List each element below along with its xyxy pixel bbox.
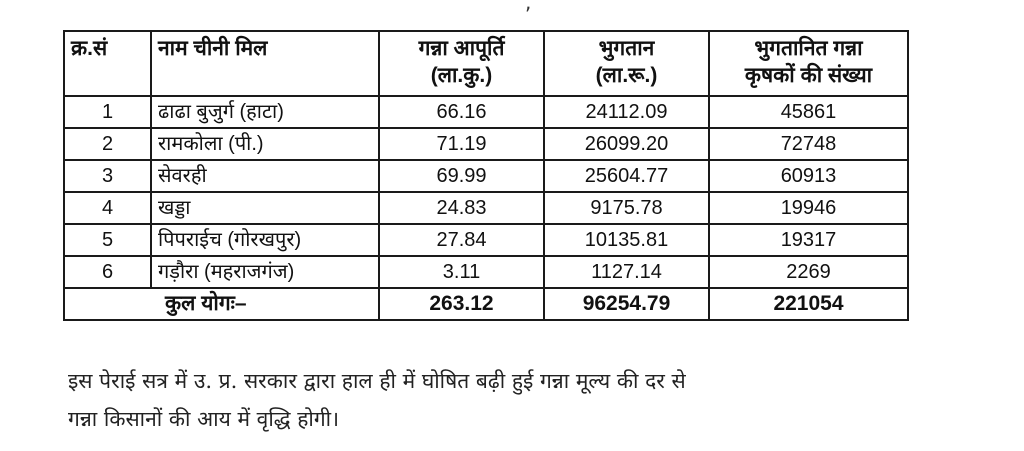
table-row <box>64 256 908 288</box>
cell-supply: 27.84 <box>379 224 544 256</box>
cell-sn: 2 <box>64 128 151 160</box>
table-row <box>64 192 908 224</box>
note-line-1: इस पेराई सत्र में उ. प्र. सरकार द्वारा हाल ही में घोषित बढ़ी हुई गन्ना मूल्य की दर से <box>68 369 686 393</box>
cell-sn: 3 <box>64 160 151 192</box>
cell-mill: खड्डा <box>151 192 379 224</box>
cell-payment: 25604.77 <box>544 160 709 192</box>
note-line-2: गन्ना किसानों की आय में वृद्धि होगी। <box>68 407 340 431</box>
cell-farmers: 72748 <box>709 128 908 160</box>
cell-payment: 9175.78 <box>544 192 709 224</box>
cell-payment: 1127.14 <box>544 256 709 288</box>
table-row <box>64 224 908 256</box>
cell-farmers: 19317 <box>709 224 908 256</box>
table-row <box>64 96 908 128</box>
cell-mill: गड़ौरा (महराजगंज) <box>151 256 379 288</box>
table-row <box>64 128 908 160</box>
total-row <box>64 288 908 320</box>
cell-farmers: 19946 <box>709 192 908 224</box>
cell-payment: 24112.09 <box>544 96 709 128</box>
cell-payment: 26099.20 <box>544 128 709 160</box>
cell-mill: ढाढा बुजुर्ग (हाटा) <box>151 96 379 128</box>
header-farmers-count: भुगतानित गन्ना कृषकों की संख्या <box>709 31 908 96</box>
cell-farmers: 2269 <box>709 256 908 288</box>
cell-supply: 71.19 <box>379 128 544 160</box>
cell-supply: 66.16 <box>379 96 544 128</box>
cell-farmers: 45861 <box>709 96 908 128</box>
cell-mill: सेवरही <box>151 160 379 192</box>
cell-sn: 5 <box>64 224 151 256</box>
total-supply: 263.12 <box>379 288 544 320</box>
cell-mill: रामकोला (पी.) <box>151 128 379 160</box>
total-label: कुल योगः– <box>64 288 379 320</box>
table-header-row <box>64 31 908 96</box>
header-mill-name: नाम चीनी मिल <box>151 31 379 96</box>
sugar-mill-table <box>63 30 909 321</box>
cell-supply: 24.83 <box>379 192 544 224</box>
top-cropped-text: , <box>525 0 532 14</box>
cell-sn: 1 <box>64 96 151 128</box>
cell-farmers: 60913 <box>709 160 908 192</box>
cell-sn: 4 <box>64 192 151 224</box>
header-payment: भुगतान (ला.रू.) <box>544 31 709 96</box>
total-farmers: 221054 <box>709 288 908 320</box>
table-row <box>64 160 908 192</box>
total-payment: 96254.79 <box>544 288 709 320</box>
cell-supply: 69.99 <box>379 160 544 192</box>
cell-supply: 3.11 <box>379 256 544 288</box>
cell-mill: पिपराईच (गोरखपुर) <box>151 224 379 256</box>
header-sn: क्र.सं <box>64 31 151 96</box>
cell-sn: 6 <box>64 256 151 288</box>
header-cane-supply: गन्ना आपूर्ति (ला.कु.) <box>379 31 544 96</box>
cell-payment: 10135.81 <box>544 224 709 256</box>
note-paragraph <box>68 362 928 438</box>
